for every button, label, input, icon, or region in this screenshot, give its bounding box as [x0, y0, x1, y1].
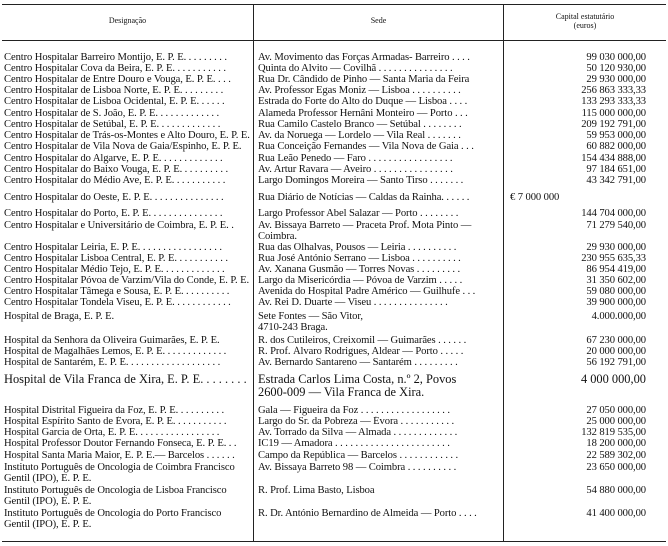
row-designacao	[4, 373, 251, 386]
row-designacao	[4, 85, 251, 96]
row-capital	[506, 141, 646, 152]
row-designacao	[4, 63, 251, 74]
row-designacao-line: Centro Hospitalar de Setúbal, E. P. E. . . . . . . . . . . . .	[4, 119, 221, 130]
row-designacao-line: Hospital de Vila Franca de Xira, E. P. E. . . . . . . .	[4, 373, 247, 386]
row-sede	[258, 405, 502, 416]
row-designacao	[4, 297, 251, 308]
row-capital-line: 115 000 000,00	[581, 108, 646, 119]
row-sede-line: Sete Fontes — São Vitor,	[258, 311, 363, 322]
row-capital	[506, 427, 646, 438]
row-sede	[258, 311, 502, 333]
row-designacao	[4, 130, 251, 141]
row-designacao-line: Centro Hospitalar de Trás-os-Montes e Alto Douro, E. P. E.	[4, 130, 250, 141]
row-capital	[506, 153, 646, 164]
row-capital-line: 23 650 000,00	[586, 462, 646, 473]
row-sede-line: Alameda Professor Hernâni Monteiro — Porto . . .	[258, 108, 468, 119]
row-designacao-line: Centro Hospitalar Tâmega e Sousa, E. P. E. . . . . . . . . .	[4, 286, 230, 297]
row-designacao-line: Centro Hospitalar do Oeste, E. P. E. . . . . . . . . . . . . . .	[4, 192, 224, 203]
row-capital	[506, 508, 646, 519]
row-capital-line: 20 000 000,00	[586, 346, 646, 357]
row-designacao-line: Centro Hospitalar Cova da Beira, E. P. E. . . . . . . . . . .	[4, 63, 226, 74]
row-designacao-line: Centro Hospitalar de Lisboa Norte, E. P. E. . . . . . . . .	[4, 85, 224, 96]
row-sede-line: Rua José António Serrano — Lisboa . . . . . . . . . .	[258, 253, 461, 264]
row-sede	[258, 192, 502, 203]
row-capital	[506, 286, 646, 297]
row-capital	[506, 108, 646, 119]
row-sede-line: Estrada Carlos Lima Costa, n.º 2, Povos	[258, 373, 457, 386]
row-sede	[258, 438, 502, 449]
row-designacao-line: Centro Hospitalar e Universitário de Coimbra, E. P. E. .	[4, 220, 234, 231]
row-designacao-line: Gentil (IPO), E. P. E.	[4, 473, 92, 484]
header-sede: Sede	[370, 16, 387, 25]
row-sede-line: Av. Artur Ravara — Aveiro . . . . . . . . . . . . . . . .	[258, 164, 453, 175]
row-designacao	[4, 164, 251, 175]
row-sede-line: 2600-009 — Vila Franca de Xira.	[258, 385, 425, 399]
row-capital-line: € 7 000 000	[510, 192, 560, 203]
row-designacao	[4, 416, 251, 427]
row-capital-line: 4 000 000,00	[580, 373, 646, 386]
row-capital	[506, 175, 646, 186]
row-sede	[258, 208, 502, 219]
row-designacao-line: Centro Hospitalar Póvoa de Varzim/Vila do Conde, E. P. E.	[4, 275, 250, 286]
row-sede	[258, 357, 502, 368]
row-sede-line: Estrada do Forte do Alto do Duque — Lisboa . . . .	[258, 96, 468, 107]
row-capital-line: 132 819 535,00	[581, 427, 646, 438]
row-sede-line: R. Prof. Álvaro Rodrigues, Aldear — Porto . . . . .	[258, 346, 464, 357]
row-sede	[258, 164, 502, 175]
row-designacao-line: Centro Hospitalar do Médio Ave, E. P. E. . . . . . . . . . .	[4, 175, 226, 186]
row-sede-line: Largo Professor Abel Salazar — Porto . . . . . . . .	[258, 208, 459, 219]
row-designacao	[4, 311, 251, 322]
row-capital-line: 71 279 540,00	[586, 220, 646, 231]
row-designacao	[4, 485, 251, 507]
row-designacao-line: Gentil (IPO), E. P. E.	[4, 496, 92, 507]
row-sede	[258, 416, 502, 427]
row-sede	[258, 508, 502, 519]
row-designacao-line: Centro Hospitalar Barreiro Montijo, E. P. E. . . . . . . . .	[4, 52, 227, 63]
row-sede-line: Av. Movimento das Forças Armadas- Barreiro . . . .	[258, 52, 470, 63]
row-sede	[258, 450, 502, 461]
row-capital	[506, 119, 646, 130]
row-capital-line: 56 192 791,00	[586, 357, 646, 368]
row-sede-line: Av. da Noruega — Lordelo — Vila Real . . . . . . .	[258, 130, 461, 141]
row-designacao	[4, 52, 251, 63]
row-capital-line: 41 400 000,00	[586, 508, 646, 519]
row-designacao	[4, 220, 251, 231]
row-sede-line: Rua Diário de Notícias — Caldas da Rainha. . . . . .	[258, 192, 470, 203]
row-sede-line: Rua Dr. Cândido de Pinho — Santa Maria da Feira	[258, 74, 470, 85]
row-designacao	[4, 286, 251, 297]
row-capital	[506, 335, 646, 346]
header-capital	[504, 12, 666, 30]
row-sede	[258, 373, 502, 399]
row-capital	[506, 357, 646, 368]
row-sede	[258, 253, 502, 264]
row-capital-line: 60 882 000,00	[586, 141, 646, 152]
row-designacao-line: Centro Hospitalar Lisboa Central, E. P. E. . . . . . . . . . .	[4, 253, 228, 264]
row-capital-line: 22 589 302,00	[586, 450, 646, 461]
row-sede-line: IC19 — Amadora . . . . . . . . . . . . . . . . . . . . . . .	[258, 438, 450, 449]
row-sede-line: Rua Conceição Fernandes — Vila Nova de Gaia . . .	[258, 141, 474, 152]
row-designacao-line: Hospital Santa Maria Maior, E. P. E.— Barcelos . . . . . .	[4, 450, 235, 461]
row-designacao-line: Hospital Espírito Santo de Évora, E. P. E. . . . . . . . . . .	[4, 416, 227, 427]
row-designacao-line: Gentil (IPO), E. P. E.	[4, 519, 92, 530]
row-capital-line: 50 120 930,00	[586, 63, 646, 74]
row-sede	[258, 427, 502, 438]
row-designacao	[4, 74, 251, 85]
row-capital	[506, 74, 646, 85]
row-sede	[258, 335, 502, 346]
row-sede	[258, 297, 502, 308]
row-designacao-line: Instituto Português de Oncologia de Lisboa Francisco	[4, 485, 227, 496]
row-capital	[506, 220, 646, 231]
row-capital	[506, 438, 646, 449]
row-sede-line: R. Dr. António Bernardino de Almeida — Porto . . . .	[258, 508, 477, 519]
header-capital-title: Capital estatutário	[555, 12, 615, 21]
row-sede	[258, 119, 502, 130]
row-sede-line: R. Prof. Lima Basto, Lisboa	[258, 485, 375, 496]
row-designacao	[4, 346, 251, 357]
row-designacao-line: Centro Hospitalar do Algarve, E. P. E. . . . . . . . . . . . .	[4, 153, 223, 164]
row-designacao	[4, 462, 251, 484]
row-capital	[506, 297, 646, 308]
row-capital-line: 256 863 333,33	[581, 85, 646, 96]
row-designacao	[4, 427, 251, 438]
row-sede-line: Av. Professor Egas Moniz — Lisboa . . . . . . . . . .	[258, 85, 461, 96]
row-capital-line: 154 434 888,00	[581, 153, 646, 164]
row-sede-line: Avenida do Hospital Padre Américo — Guilhufe . . .	[258, 286, 476, 297]
row-capital	[506, 164, 646, 175]
row-sede	[258, 85, 502, 96]
row-capital-line: 31 350 602,00	[586, 275, 646, 286]
row-designacao-line: Instituto Português de Oncologia do Porto Francisco	[4, 508, 222, 519]
row-sede	[258, 74, 502, 85]
row-designacao	[4, 264, 251, 275]
row-capital	[506, 346, 646, 357]
row-designacao-line: Centro Hospitalar de Entre Douro e Vouga, E. P. E. . . .	[4, 74, 231, 85]
row-capital-line: 54 880 000,00	[586, 485, 646, 496]
row-capital-line: 86 954 419,00	[586, 264, 646, 275]
row-designacao-line: Centro Hospitalar Médio Tejo, E. P. E. . . . . . . . . . . . .	[4, 264, 225, 275]
row-sede-line: Rua das Olhalvas, Pousos — Leiria . . . . . . . . . .	[258, 242, 457, 253]
header-bottom-rule	[2, 40, 666, 41]
table-top-rule	[2, 4, 666, 5]
row-capital-line: 18 200 000,00	[586, 438, 646, 449]
row-sede-line: Av. Torrado da Silva — Almada . . . . . . . . . . . . .	[258, 427, 458, 438]
row-sede-line: 4710-243 Braga.	[258, 322, 328, 333]
row-capital-line: 25 000 000,00	[586, 416, 646, 427]
row-capital	[510, 192, 664, 203]
row-designacao	[4, 450, 251, 461]
row-sede	[258, 175, 502, 186]
row-designacao	[4, 175, 251, 186]
row-capital-line: 43 342 791,00	[586, 175, 646, 186]
row-sede-line: Rua Leão Penedo — Faro . . . . . . . . . . . . . . . . .	[258, 153, 453, 164]
row-capital	[506, 416, 646, 427]
row-designacao-line: Hospital Garcia de Orta, E. P. E. . . . . . . . . . . . . . . . .	[4, 427, 220, 438]
row-sede	[258, 346, 502, 357]
row-designacao-line: Instituto Português de Oncologia de Coimbra Francisco	[4, 462, 235, 473]
row-designacao-line: Hospital de Magalhães Lemos, E. P. E. . . . . . . . . . . . .	[4, 346, 227, 357]
row-capital	[506, 52, 646, 63]
row-capital	[506, 242, 646, 253]
row-sede	[258, 275, 502, 286]
row-sede	[258, 220, 502, 242]
row-capital-line: 59 953 000,00	[586, 130, 646, 141]
row-sede-line: Campo da República — Barcelos . . . . . . . . . . . .	[258, 450, 459, 461]
row-capital	[506, 96, 646, 107]
row-sede	[258, 242, 502, 253]
row-designacao	[4, 242, 251, 253]
row-designacao-line: Centro Hospitalar de Vila Nova de Gaia/Espinho, E. P. E.	[4, 141, 242, 152]
row-designacao-line: Centro Hospitalar Tondela Viseu, E. P. E. . . . . . . . . . . .	[4, 297, 231, 308]
row-capital	[506, 450, 646, 461]
row-designacao-line: Hospital de Braga, E. P. E.	[4, 311, 114, 322]
row-capital	[506, 264, 646, 275]
row-sede	[258, 96, 502, 107]
row-sede-line: Largo do Sr. da Pobreza — Évora . . . . . . . . . . .	[258, 416, 455, 427]
table-bottom-rule	[2, 541, 666, 542]
row-designacao-line: Centro Hospitalar do Porto, E. P. E. . . . . . . . . . . . . . .	[4, 208, 223, 219]
row-sede	[258, 462, 502, 473]
row-designacao-line: Centro Hospitalar de S. João, E. P. E. . . . . . . . . . . . .	[4, 108, 220, 119]
row-capital	[506, 85, 646, 96]
row-sede-line: Coimbra.	[258, 231, 297, 242]
row-sede-line: R. dos Cutileiros, Creixomil — Guimarães . . . . . .	[258, 335, 467, 346]
row-sede-line: Av. Xanana Gusmão — Torres Novas . . . . . . . . .	[258, 264, 461, 275]
row-designacao	[4, 357, 251, 368]
row-capital	[506, 130, 646, 141]
row-designacao	[4, 208, 251, 219]
row-designacao	[4, 438, 251, 449]
row-designacao	[4, 253, 251, 264]
row-sede	[258, 153, 502, 164]
row-sede	[258, 141, 502, 152]
row-designacao	[4, 275, 251, 286]
row-sede	[258, 286, 502, 297]
row-capital-line: 29 930 000,00	[586, 74, 646, 85]
row-capital-line: 4.000.000,00	[591, 311, 646, 322]
row-designacao	[4, 108, 251, 119]
row-sede-line: Gala — Figueira da Foz . . . . . . . . . . . . . . . . . .	[258, 405, 450, 416]
row-sede	[258, 264, 502, 275]
row-capital	[506, 405, 646, 416]
row-sede-line: Quinta do Alvito — Covilhã . . . . . . . . . . . . . . .	[258, 63, 453, 74]
row-designacao	[4, 405, 251, 416]
row-designacao	[4, 153, 251, 164]
row-designacao-line: Centro Hospitalar Leiria, E. P. E. . . . . . . . . . . . . . . . .	[4, 242, 222, 253]
row-sede-line: Av. Bissaya Barreto — Praceta Prof. Mota Pinto —	[258, 220, 472, 231]
column-divider-1	[253, 4, 254, 541]
row-designacao-line: Centro Hospitalar do Baixo Vouga, E. P. E. . . . . . . . . .	[4, 164, 229, 175]
row-sede	[258, 63, 502, 74]
row-sede	[258, 52, 502, 63]
row-capital-line: 209 192 791,00	[581, 119, 646, 130]
row-capital	[506, 485, 646, 496]
row-capital-line: 29 930 000,00	[586, 242, 646, 253]
row-capital	[506, 208, 646, 219]
row-capital-line: 27 050 000,00	[586, 405, 646, 416]
row-designacao-line: Hospital Distrital Figueira da Foz, E. P. E. . . . . . . . . .	[4, 405, 225, 416]
row-capital	[506, 311, 646, 322]
row-sede-line: Rua Camilo Castelo Branco — Setúbal . . . . . . . .	[258, 119, 462, 130]
row-designacao-line: Hospital Professor Doutor Fernando Fonseca, E. P. E. . .	[4, 438, 237, 449]
row-sede	[258, 485, 502, 496]
header-designacao: Designação	[108, 16, 147, 25]
row-designacao	[4, 96, 251, 107]
row-designacao-line: Hospital de Santarém, E. P. E. . . . . . . . . . . . . . . . . . .	[4, 357, 221, 368]
row-sede-line: Largo Domingos Moreira — Santo Tirso . . . . . . .	[258, 175, 464, 186]
header-capital-unit: (euros)	[573, 21, 597, 30]
row-capital-line: 39 900 000,00	[586, 297, 646, 308]
row-sede-line: Av. Bissaya Barreto 98 — Coimbra . . . . . . . . . .	[258, 462, 457, 473]
row-capital-line: 59 080 000,00	[586, 286, 646, 297]
row-designacao	[4, 141, 251, 152]
row-capital	[506, 373, 646, 386]
row-capital-line: 230 955 635,33	[581, 253, 646, 264]
row-designacao	[4, 192, 251, 203]
row-capital-line: 144 704 000,00	[581, 208, 646, 219]
row-capital	[506, 253, 646, 264]
row-designacao-line: Hospital da Senhora da Oliveira Guimarães, E. P. E.	[4, 335, 220, 346]
row-capital-line: 67 230 000,00	[586, 335, 646, 346]
column-divider-2	[503, 4, 504, 541]
row-sede-line: Av. Rei D. Duarte — Viseu . . . . . . . . . . . . . . .	[258, 297, 448, 308]
row-designacao	[4, 335, 251, 346]
row-designacao-line: Centro Hospitalar de Lisboa Ocidental, E. P. E. . . . . .	[4, 96, 225, 107]
row-sede-line: Av. Bernardo Santareno — Santarém . . . . . . . . .	[258, 357, 458, 368]
row-capital	[506, 462, 646, 473]
row-sede	[258, 108, 502, 119]
row-capital-line: 133 293 333,33	[581, 96, 646, 107]
row-sede-line: Largo da Misericórdia — Póvoa de Varzim . . . . .	[258, 275, 463, 286]
row-capital-line: 99 030 000,00	[586, 52, 646, 63]
row-designacao	[4, 119, 251, 130]
row-capital	[506, 275, 646, 286]
row-capital-line: 97 184 651,00	[586, 164, 646, 175]
row-designacao	[4, 508, 251, 530]
row-capital	[506, 63, 646, 74]
row-sede	[258, 130, 502, 141]
